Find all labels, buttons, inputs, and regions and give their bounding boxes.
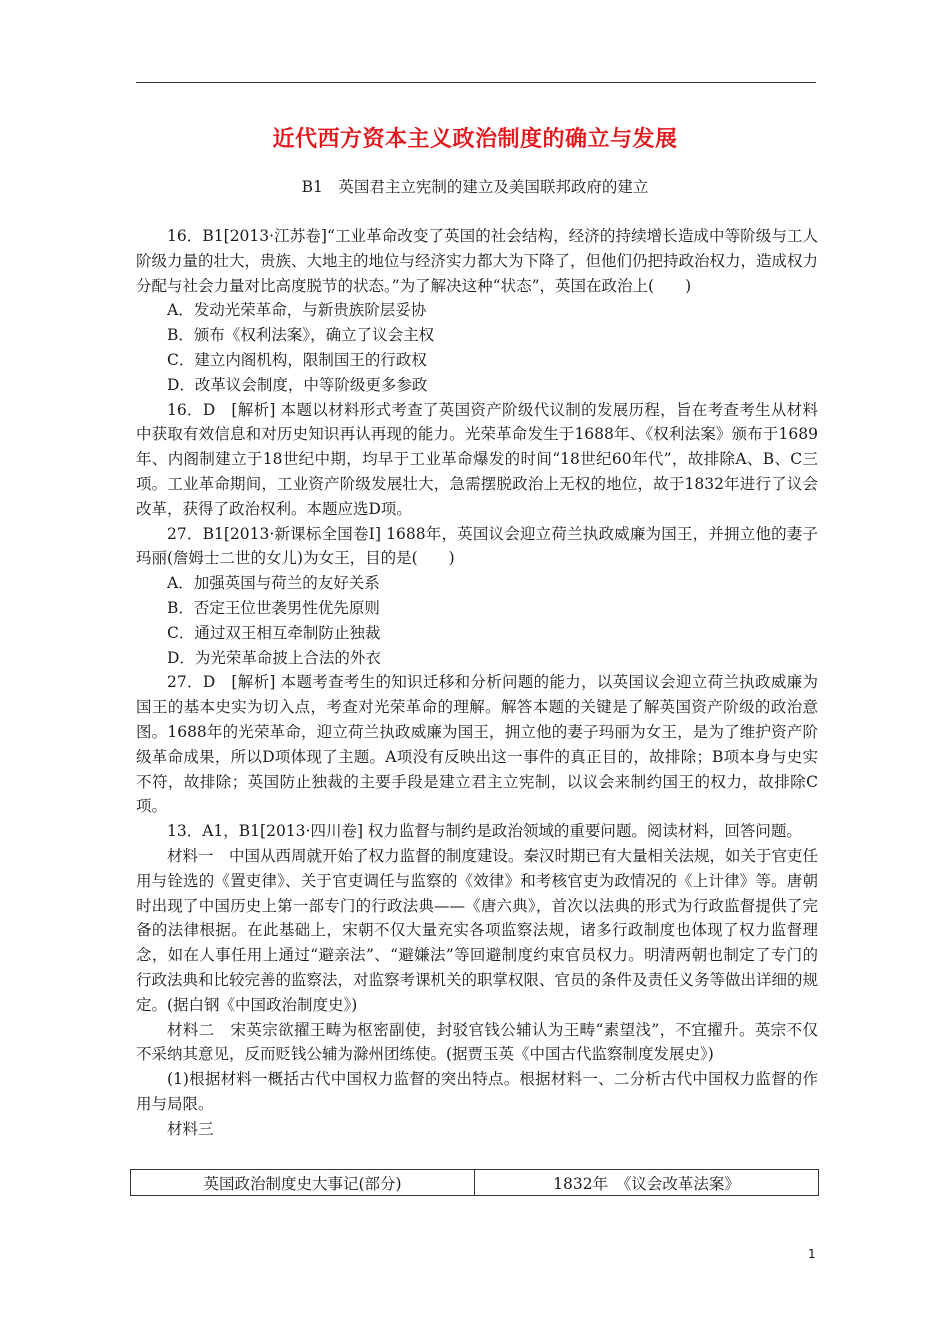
q16-option-b: B．颁布《权利法案》，确立了议会主权	[167, 326, 435, 345]
top-rule	[136, 82, 816, 83]
q13-subquestion-1: (1)根据材料一概括古代中国权力监督的突出特点。根据材料一、二分析古代中国权力监督的作用与局限。	[136, 1070, 818, 1113]
q13-stem: 13．A1，B1[2013·四川卷] 权力监督与制约是政治领域的重要问题。阅读材料，回答问题。	[167, 822, 802, 841]
page-title: 近代西方资本主义政治制度的确立与发展	[272, 126, 678, 152]
document-body	[136, 224, 818, 1141]
q16-answer: 16．D [解析] 本题以材料形式考查了英国资产阶级代议制的发展历程，旨在考查考生从材料中获取有效信息和对历史知识再认再现的能力。光荣革命发生于1688年、《权利法案》颁布于1689年、内阁制建立于18世纪中期，均早于工业革命爆发的时间“18世纪60年代”，故排除A、B、C三项。工业革命期间，工业资产阶级发展壮大，急需摆脱政治上无权的地位，故于1832年进行了议会改革，获得了政治权利。本题应选D项。	[136, 400, 818, 518]
q27-option-d: D．为光荣革命披上合法的外衣	[167, 648, 381, 667]
q16-stem: 16．B1[2013·江苏卷]“工业革命改变了英国的社会结构，经济的持续增长造成中等阶级与工人阶级力量的壮大，贵族、大地主的地位与经济实力都大为下降了，但他们仍把持政治权力，造成权力分配与社会力量对比高度脱节的状态。”为了解决这种“状态”，英国在政治上( )	[136, 227, 819, 295]
q16-option-a: A．发动光荣革命，与新贵族阶层妥协	[167, 301, 427, 320]
event-name: 《议会改革法案》	[623, 1174, 740, 1193]
q27-option-c: C．通过双王相互牵制防止独裁	[167, 623, 381, 642]
q27-stem: 27．B1[2013·新课标全国卷Ⅰ] 1688年，英国议会迎立荷兰执政威廉为国王，并拥立他的妻子玛丽(詹姆士二世的女儿)为女王，目的是( )	[136, 524, 818, 568]
q27-answer: 27．D [解析] 本题考查考生的知识迁移和分析问题的能力，以英国议会迎立荷兰执政威廉为国王的基本史实为切入点，考查对光荣革命的理解。解答本题的关键是了解英国资产阶级的政治意图。1688年的光荣革命，迎立荷兰执政威廉为国王，拥立他的妻子玛丽为女王，是为了维护资产阶级革命成果，所以D项体现了主题。A项没有反映出这一事件的真正目的，故排除；B项本身与史实不符，故排除；英国防止独裁的主要手段是建立君主立宪制，以议会来制约国王的权力，故排除C项。	[136, 673, 818, 816]
table-header-cell: 英国政治制度史大事记(部分)	[131, 1170, 475, 1196]
q13-material-3-label: 材料三	[167, 1119, 214, 1138]
q13-material-2: 材料二 宋英宗欲擢王畴为枢密副使，封驳官钱公辅认为王畴“素望浅”，不宜擢升。英宗不仅不采纳其意见，反而贬钱公辅为滁州团练使。(据贾玉英《中国古代监察制度发展史》)	[136, 1020, 818, 1064]
page-number: 1	[808, 1247, 816, 1261]
event-year: 1832年	[553, 1174, 609, 1193]
material-3-table	[130, 1169, 819, 1196]
q27-option-b: B．否定王位世袭男性优先原则	[167, 598, 380, 617]
q16-option-d: D．改革议会制度，中等阶级更多参政	[167, 375, 428, 394]
section-heading: B1 英国君主立宪制的建立及美国联邦政府的建立	[301, 178, 649, 196]
table-event-cell	[475, 1170, 819, 1196]
q27-option-a: A．加强英国与荷兰的友好关系	[167, 574, 380, 593]
table-row	[131, 1170, 819, 1196]
q13-material-1: 材料一 中国从西周就开始了权力监督的制度建设。秦汉时期已有大量相关法规，如关于官吏任用与铨选的《置吏律》、关于官吏调任与监察的《效律》和考核官吏为政情况的《上计律》等。唐朝时出现了中国历史上第一部专门的行政法典——《唐六典》，首次以法典的形式为行政监督提供了完备的法律根据。在此基础上，宋朝不仅大量充实各项监察法规，诸多行政制度也体现了权力监督理念，如在人事任用上通过“避亲法”、“避嫌法”等回避制度约束官员权力。明清两朝也制定了专门的行政法典和比较完善的监察法，对监察考课机关的职掌权限、官员的条件及责任义务等做出详细的规定。(据白钢《中国政治制度史》)	[136, 846, 819, 1014]
q16-option-c: C．建立内阁机构，限制国王的行政权	[167, 350, 427, 369]
